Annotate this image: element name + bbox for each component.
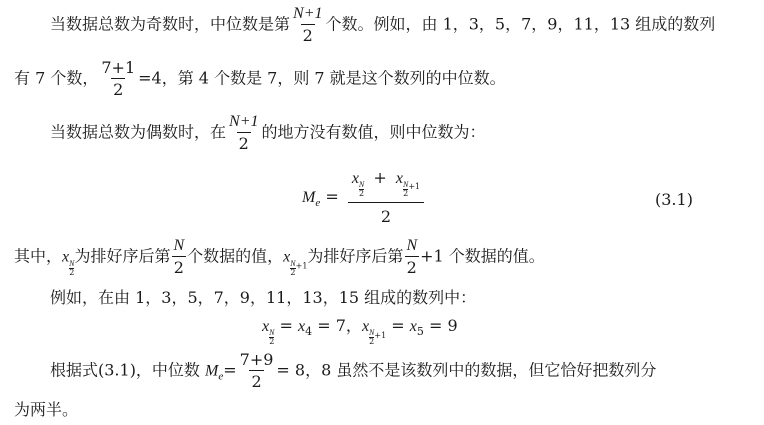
equals: = [391, 316, 405, 335]
x-symbol: x [283, 248, 291, 266]
fraction-n-plus-1-over-2 [291, 6, 324, 44]
fraction-n-over-2 [404, 238, 419, 276]
paragraph-odd-case [50, 6, 715, 44]
p3-text-after: 的地方没有数值，则中位数为： [261, 122, 486, 142]
sub-den: 2 [290, 267, 296, 277]
fraction-numerator: 7+9 [239, 350, 274, 369]
sub-num: N [358, 180, 365, 189]
p5-text: 例如，在由 1，3，5，7，9，11，13，15 组成的数列中： [50, 288, 477, 307]
sub-den: 2 [359, 189, 365, 198]
x-n-over-2: x [351, 170, 359, 187]
paragraph-conclusion [50, 352, 656, 390]
paragraph-odd-example [14, 60, 506, 98]
fraction-denominator: 2 [238, 134, 249, 153]
fraction-denominator: 2 [173, 258, 184, 277]
paragraph-explanation [14, 238, 545, 277]
fraction-numerator: N+1 [229, 113, 259, 130]
sub-plus-one: +1 [374, 331, 387, 340]
subscript-n-over-2 [359, 181, 364, 198]
x-symbol: x [262, 318, 270, 335]
sub-plus-one: +1 [295, 261, 308, 271]
x5-symbol: x [409, 318, 417, 335]
formula-equals: = [325, 187, 339, 206]
fraction-7-plus-9-over-2 [238, 352, 276, 390]
subscript-n-over-2 [269, 329, 274, 346]
fraction-numerator: N+1 [293, 5, 323, 22]
p4-mid3: 为排好序后第 [307, 246, 404, 266]
sub-num: N [290, 258, 296, 268]
equals: = [223, 360, 237, 380]
fraction-numerator: N [406, 237, 418, 254]
p1-text-after: 个数。例如，由 1，3，5，7，9，11，13 组成的数列 [325, 14, 716, 34]
m-symbol: M [205, 362, 219, 380]
fraction-denominator: 2 [113, 80, 124, 99]
formula-median-even [302, 170, 423, 225]
sub-den: 2 [369, 337, 375, 346]
sub-den: 2 [403, 189, 409, 198]
formula-lhs-m: M [302, 189, 316, 206]
x-symbol: x [361, 318, 370, 335]
sub-den: 2 [269, 337, 275, 346]
paragraph-even-example [50, 290, 476, 306]
paragraph-end [14, 402, 78, 418]
x-n-over-2-plus-1: x [395, 170, 403, 187]
p6-text-after: = 8，8 虽然不是该数列中的数据，但它恰好把数列分 [276, 360, 657, 380]
formula-denominator: 2 [348, 202, 424, 225]
equation-number: (3.1) [655, 190, 693, 209]
plus-sign: + [373, 168, 387, 187]
p7-text: 为两半。 [14, 400, 79, 419]
sub-den: 2 [69, 267, 75, 277]
equals-7: = 7， [317, 316, 362, 335]
sub-plus-one: +1 [408, 182, 421, 191]
fraction-n-over-2 [171, 238, 186, 276]
p2-text-before: 有 7 个数， [14, 68, 99, 88]
paragraph-even-case [50, 114, 486, 152]
p1-text-before: 当数据总数为奇数时，中位数是第 [50, 14, 291, 34]
fraction-numerator: 7+1 [101, 58, 136, 77]
formula-lhs-sub: e [315, 197, 321, 209]
formula-example-values [262, 318, 458, 346]
fraction-denominator: 2 [406, 258, 417, 277]
x5-sub: 5 [416, 325, 424, 338]
p2-text-after: =4，第 4 个数是 7，则 7 就是这个数列的中位数。 [138, 68, 506, 88]
sub-num: N [69, 258, 75, 268]
fraction-n-plus-1-over-2 [227, 114, 260, 152]
sub-num: N [269, 328, 275, 337]
x4-symbol: x [298, 318, 306, 335]
p4-mid2: 个数据的值， [187, 246, 284, 266]
p4-mid4: +1 个数据的值。 [420, 246, 545, 266]
fraction-numerator: N [173, 237, 185, 254]
p3-text-before: 当数据总数为偶数时，在 [50, 122, 227, 142]
x-symbol: x [62, 248, 70, 266]
fraction-denominator: 2 [302, 26, 313, 45]
p4-mid1: 为排好序后第 [74, 246, 171, 266]
formula-fraction [350, 170, 422, 225]
formula-numerator [350, 170, 422, 202]
fraction-denominator: 2 [251, 372, 262, 391]
m-sub: e [218, 370, 224, 383]
x4-sub: 4 [305, 325, 313, 338]
sub-num: N [402, 180, 409, 189]
equals-9: = 9 [428, 316, 458, 335]
sub-num: N [369, 328, 375, 337]
p4-start: 其中， [14, 246, 63, 266]
p6-text-before: 根据式(3.1)，中位数 [50, 360, 200, 380]
equals: = [279, 316, 293, 335]
fraction-7-plus-1-over-2 [99, 60, 137, 98]
